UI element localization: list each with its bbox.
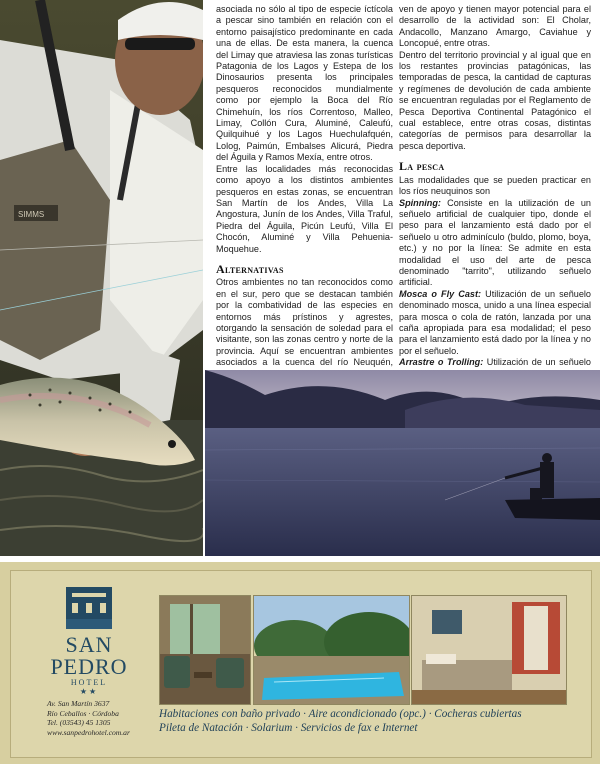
article-column-right [399, 4, 591, 403]
hotel-phone: Tel. (03543) 45 1305 [47, 718, 111, 728]
hotel-name-line1: SAN [65, 632, 113, 657]
paragraph-regulation: Dentro del territorio provincial y al igual que en los restantes provincias patagónicas, las temporadas de pesca, la cantidad de capturas y regímenes de devolución de cada ambiente se encuentran reguladas por el Reglamento de Pesca Deportiva Continental Patagónico el cual establece, entre otras cosas, distintas categorías de permisos para desarrollar la pesca deportiva. [399, 49, 591, 151]
lake-photo [205, 370, 600, 556]
svg-text:SIMMS: SIMMS [18, 210, 45, 219]
room-image [412, 596, 566, 704]
amenities-line-1: Habitaciones con baño privado · Aire acondicionado (opc.) · Cocheras cubiertas [159, 708, 522, 720]
paragraph-fly-cast [399, 289, 591, 357]
lake-fisherman-image [205, 370, 600, 556]
hotel-pool-photo [253, 595, 410, 705]
text-fly-cast: Utilización de un señuelo denominado mosca, unido a una línea especial para mosca o cola de ratón, lanzada por una caña apropiada para esa modalidad; el peso para el lanzamiento está dado por la línea y no por el señuelo. [399, 288, 591, 356]
heading-alternativas: Alternativas [216, 261, 284, 276]
text-trolling: Utilización de un señuelo [486, 357, 591, 368]
text-spinning: Consiste en la utilización de un señuelo artificial de cualquier tipo, donde el peso para el lanzamiento está dado por el señuelo u otro adminículo (buldo, plomo, boya, etc.) y no por la línea: Se admite en esta modalidad el uso del arte de pesca denominado "tarrito", utilizando señuelo artificial. [399, 197, 591, 288]
term-spinning: Spinning: [399, 197, 441, 208]
hotel-contact [47, 699, 177, 737]
hotel-building-icon [66, 587, 112, 629]
hotel-website[interactable]: www.sanpedrohotel.com.ar [47, 727, 130, 737]
lounge-image [160, 596, 250, 704]
fisherman-photo [0, 0, 203, 556]
ad-frame [10, 570, 592, 758]
hotel-logo [21, 587, 157, 696]
hotel-name-line2: PEDRO [50, 654, 128, 679]
hotel-label: HOTEL [70, 678, 108, 687]
paragraph-continuation: ven de apoyo y tienen mayor potencial para el desarrollo de la actividad son: El Cholar, Andacollo, Manzano Amargo, Caviahue y Loncopué, entre otras. [399, 4, 591, 49]
hotel-address: Av. San Martín 3637 [47, 699, 110, 708]
heading-la-pesca: La pesca [399, 159, 445, 174]
paragraph-alternativas: Otros ambientes no tan reconocidos como en el sur, pero que se destacan también por la combatividad de las especies en entornos más prístinos y agrestes, otorgando la sensación de soledad para el visitante, son las zonas centro y norte de la provincia. Aquí se encuentran ambientes asociados a la cuenca del río Neuquén, [216, 277, 393, 368]
paragraph-spinning [399, 198, 591, 289]
hotel-advertisement [0, 562, 600, 764]
term-trolling: Arrastre o Trolling: [399, 357, 484, 368]
term-fly-cast: Mosca o Fly Cast: [399, 288, 482, 299]
paragraph-localities: Entre las localidades más reconocidas como apoyo a los distintos ambientes pesqueros en estas zonas, se encuentran San Martín de los Andes, Villa La Angostura, Junín de los Andes, Villa Traful, Piedra del Águila, Picún Leufú, Villa El Chocón, Aluminé y Villa Pehuenia-Moquehue. [216, 163, 393, 254]
hotel-stars: ★★ [79, 687, 99, 696]
hotel-city: Río Ceballos · Córdoba [47, 708, 119, 718]
paragraph-modalidades: Las modalidades que se pueden practicar en los ríos neuquinos son [399, 174, 591, 197]
pool-image [254, 596, 409, 704]
hotel-lounge-photo [159, 595, 251, 705]
amenities-line-2: Pileta de Natación · Solarium · Servicios de fax e Internet [159, 722, 418, 734]
fisherman-trout-image [0, 0, 203, 556]
paragraph-intro: asociada no sólo al tipo de especie íctícola a pescar sino también en relación con el entorno paisajístico predominante en cada una de ellas. De esta manera, la cuenca del Limay que atraviesa las zonas turísticas Patagonia de los Lagos y Estepa de los Dinosaurios presenta los principales pesqueros reconocidos mundialmente como por ejemplo la Boca del Río Chimehuín, los ríos Correntoso, Malleo, Limay, Collón Cura, Aluminé, Caleufú, Quilquihué y los Lagos Huechulafquén, Lolog, Paimún, Embalses Alicurá, Piedra del Águila y Ramos Mexía, entre otros. [216, 4, 393, 163]
hotel-room-photo [411, 595, 567, 705]
hotel-amenities [159, 707, 579, 735]
article-column-middle [216, 4, 393, 426]
